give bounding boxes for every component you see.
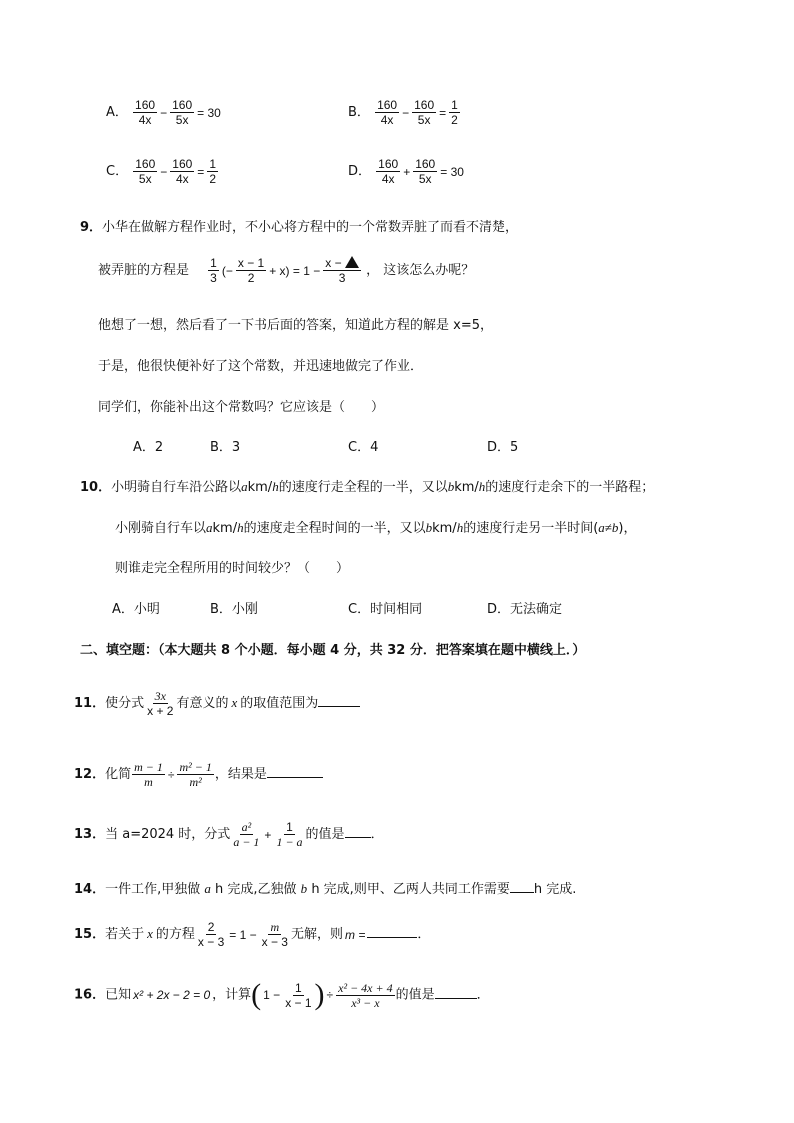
q8-option-c: C． $\frac{160}{5x}$ − $\frac{160}{4x}$ = $\frac{1}{2}$ bbox=[106, 157, 216, 186]
q14: 14．一件工作,甲独做 a h 完成,乙独做 b h 完成,则甲、乙两人共同工作需要 h 完成. bbox=[74, 881, 577, 897]
fraction: $\frac{x -}{3}$ bbox=[323, 256, 361, 285]
fraction: $\frac{160}{4x}$ bbox=[172, 157, 193, 186]
answer-blank[interactable] bbox=[367, 925, 417, 938]
fraction: $\frac{\text{x² − 4x + 4}}{\text{x³ − x}}$ bbox=[338, 980, 393, 1010]
fraction: $\frac{x - 1}{2}$ bbox=[237, 256, 265, 285]
q10-option-a: A．小明 bbox=[112, 602, 160, 617]
fraction: $\frac{m - 1}{m}$ bbox=[134, 760, 163, 789]
q9-line2: 被弄脏的方程是 $\frac{1}{3}$ (− $\frac{x - 1}{2}$ + x) = 1 − $\frac{x -}{3}$ ， 这该怎么办呢？ bbox=[98, 256, 475, 285]
fraction: $\frac{1}{2}$ bbox=[451, 98, 458, 127]
q8-option-a: A． $\frac{160}{4x}$ − $\frac{160}{5x}$ = 30 bbox=[106, 98, 221, 127]
answer-blank[interactable] bbox=[318, 694, 360, 707]
q13: 13．当 a=2024 时，分式 $\frac{\text{a²}}{a - 1}$ + $\frac{1}{1 - a}$ 的值是 ． bbox=[74, 820, 384, 849]
fraction: $\frac{\text{m² − 1}}{\text{m²}}$ bbox=[179, 760, 212, 789]
q9-line1: 9．小华在做解方程作业时，不小心将方程中的一个常数弄脏了而看不清楚， bbox=[80, 220, 519, 235]
q9-option-c: C．4 bbox=[348, 440, 379, 455]
q10-option-c: C．时间相同 bbox=[348, 602, 423, 617]
q11: 11．使分式 $\frac{3x}{x + 2}$ 有意义的 x 的取值范围为 bbox=[74, 689, 360, 718]
answer-blank[interactable] bbox=[345, 825, 371, 838]
fraction: $\frac{160}{4x}$ bbox=[378, 157, 399, 186]
answer-blank[interactable] bbox=[510, 880, 534, 893]
fraction: $\frac{m}{x - 3}$ bbox=[261, 920, 288, 949]
answer-blank[interactable] bbox=[435, 986, 477, 999]
fraction: $\frac{3x}{x + 2}$ bbox=[147, 689, 174, 718]
q12: 12．化简 $\frac{m - 1}{m}$ ÷ $\frac{\text{m² − 1}}{\text{m²}}$ ，结果是 bbox=[74, 760, 323, 789]
q9-option-d: D．5 bbox=[487, 440, 519, 455]
fraction: $\frac{160}{5x}$ bbox=[414, 98, 435, 127]
fraction: $\frac{\text{a²}}{a - 1}$ bbox=[233, 820, 260, 849]
q10-line1: 10．小明骑自行车沿公路以akm/h的速度行走全程的一半，又以bkm/h的速度行走余下的一半路程； bbox=[80, 479, 655, 495]
q9-option-a: A．2 bbox=[133, 440, 164, 455]
open-paren: ( bbox=[251, 978, 262, 1011]
fraction: $\frac{160}{4x}$ bbox=[135, 98, 156, 127]
fraction: $\frac{1}{x - 1}$ bbox=[285, 980, 312, 1010]
q9-line5: 同学们，你能补出这个常数吗？它应该是（ ） bbox=[98, 400, 385, 415]
fraction: $\frac{1}{2}$ bbox=[209, 157, 216, 186]
smudge-triangle-icon bbox=[345, 256, 359, 268]
q10-line2: 小刚骑自行车以akm/h的速度走全程时间的一半，又以bkm/h的速度行走另一半时间(a≠b)， bbox=[115, 520, 637, 536]
close-paren: ) bbox=[314, 978, 325, 1011]
fraction: $\frac{160}{5x}$ bbox=[172, 98, 193, 127]
answer-blank[interactable] bbox=[267, 765, 323, 778]
section-heading: 二、填空题：（本大题共 8 个小题．每小题 4 分，共 32 分．把答案填在题中横线上．） bbox=[80, 643, 586, 658]
q9-line3: 他想了一想，然后看了一下书后面的答案，知道此方程的解是 x=5， bbox=[98, 318, 493, 333]
q9-line4: 于是，他很快便补好了这个常数，并迅速地做完了作业． bbox=[98, 359, 424, 374]
q8-option-d: D． $\frac{160}{4x}$ + $\frac{160}{5x}$ = 30 bbox=[348, 157, 464, 186]
q9-option-b: B．3 bbox=[210, 440, 241, 455]
q10-line3: 则谁走完全程所用的时间较少？（ ） bbox=[115, 561, 350, 576]
fraction: $\frac{1}{1 - a}$ bbox=[276, 820, 303, 849]
q8-option-b: B． $\frac{160}{4x}$ − $\frac{160}{5x}$ = $\frac{1}{2}$ bbox=[348, 98, 458, 127]
q15: 15．若关于 x 的方程 $\frac{2}{x - 3}$ = 1 − $\frac{m}{x - 3}$ 无解，则 m = ． bbox=[74, 920, 431, 949]
q16: 16．已知 x² + 2x − 2 = 0 ，计算( 1 − $\frac{1}{x - 1}$ ) ÷ $\frac{\text{x² − 4x + 4}}{\text{x³ − x}}$ 的值是 ． bbox=[74, 978, 490, 1011]
fraction: $\frac{160}{5x}$ bbox=[415, 157, 436, 186]
fraction: $\frac{160}{5x}$ bbox=[135, 157, 156, 186]
q10-option-d: D．无法确定 bbox=[487, 602, 563, 617]
fraction: $\frac{2}{x - 3}$ bbox=[197, 920, 225, 949]
fraction: $\frac{160}{4x}$ bbox=[377, 98, 398, 127]
fraction: $\frac{1}{3}$ bbox=[210, 256, 217, 285]
q10-option-b: B．小刚 bbox=[210, 602, 258, 617]
